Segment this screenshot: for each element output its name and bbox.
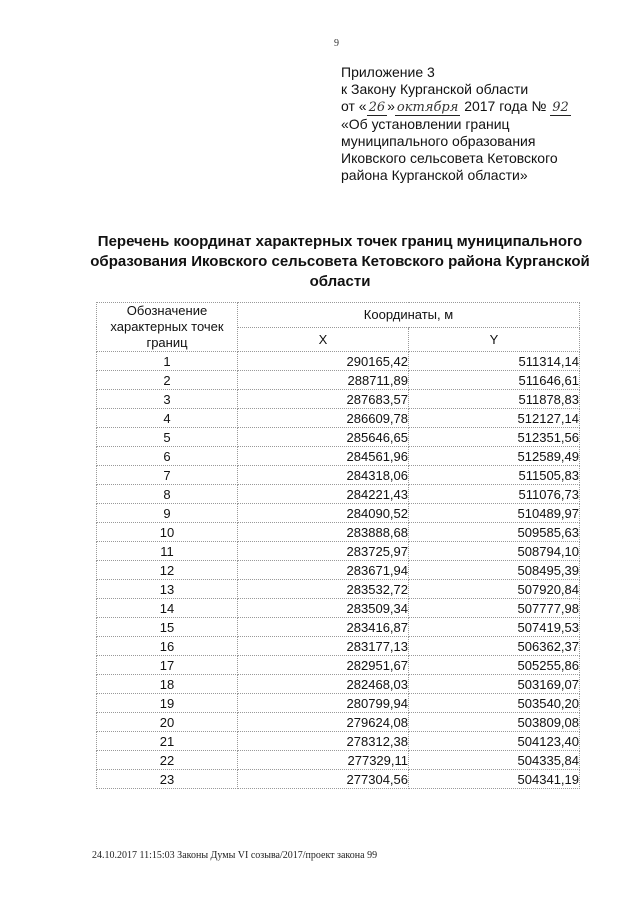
coord-y: 512127,14 — [409, 409, 580, 428]
date-prefix: от « — [341, 98, 367, 114]
document-title: Перечень координат характерных точек границ муниципального образования Иковского сельсовета Кетовского района Курганской области — [90, 233, 590, 290]
header-x: X — [238, 327, 409, 352]
coord-x: 277329,11 — [238, 751, 409, 770]
point-id: 12 — [97, 561, 238, 580]
table-row — [97, 713, 580, 732]
table-row — [97, 409, 580, 428]
point-id: 5 — [97, 428, 238, 447]
coord-y: 507920,84 — [409, 580, 580, 599]
table-row — [97, 542, 580, 561]
table-row — [97, 466, 580, 485]
law-title-line-3: Иковского сельсовета Кетовского — [341, 150, 558, 166]
footer-stamp: 24.10.2017 11:15:03 Законы Думы VI созыва/2017/проект закона 99 — [92, 850, 378, 861]
point-id: 11 — [97, 542, 238, 561]
coord-x: 283671,94 — [238, 561, 409, 580]
point-id: 7 — [97, 466, 238, 485]
point-id: 8 — [97, 485, 238, 504]
point-id: 21 — [97, 732, 238, 751]
coord-y: 505255,86 — [409, 656, 580, 675]
table-row — [97, 447, 580, 466]
table-row — [97, 371, 580, 390]
coord-x: 282468,03 — [238, 675, 409, 694]
coord-y: 511314,14 — [409, 352, 580, 371]
table-row — [97, 485, 580, 504]
table-row — [97, 751, 580, 770]
coord-x: 286609,78 — [238, 409, 409, 428]
table-row — [97, 504, 580, 523]
point-id: 6 — [97, 447, 238, 466]
law-title-line-1: «Об установлении границ — [341, 116, 510, 132]
point-id: 22 — [97, 751, 238, 770]
coord-x: 278312,38 — [238, 732, 409, 751]
appendix-title: Приложение 3 — [341, 64, 435, 80]
table-header-row — [97, 303, 580, 328]
date-suffix: 2017 года № — [460, 98, 551, 114]
handwritten-day: 26 — [368, 100, 386, 115]
coord-x: 284318,06 — [238, 466, 409, 485]
point-id: 10 — [97, 523, 238, 542]
coord-x: 277304,56 — [238, 770, 409, 789]
table-row — [97, 656, 580, 675]
table-row — [97, 637, 580, 656]
point-id: 9 — [97, 504, 238, 523]
handwritten-month: октября — [396, 100, 459, 115]
point-id: 3 — [97, 390, 238, 409]
point-id: 18 — [97, 675, 238, 694]
coord-x: 279624,08 — [238, 713, 409, 732]
table-row — [97, 694, 580, 713]
coord-y: 507777,98 — [409, 599, 580, 618]
coord-y: 510489,97 — [409, 504, 580, 523]
coord-y: 508495,39 — [409, 561, 580, 580]
table-row — [97, 770, 580, 789]
point-id: 14 — [97, 599, 238, 618]
point-id: 13 — [97, 580, 238, 599]
header-point-designation: Обозначение характерных точек границ — [97, 303, 238, 352]
coord-x: 283532,72 — [238, 580, 409, 599]
table-body — [97, 352, 580, 789]
coord-y: 504335,84 — [409, 751, 580, 770]
point-id: 16 — [97, 637, 238, 656]
point-id: 1 — [97, 352, 238, 371]
coord-x: 284090,52 — [238, 504, 409, 523]
table-row — [97, 352, 580, 371]
coord-x: 285646,65 — [238, 428, 409, 447]
coord-y: 507419,53 — [409, 618, 580, 637]
coord-x: 282951,67 — [238, 656, 409, 675]
coord-x: 283725,97 — [238, 542, 409, 561]
coord-y: 506362,37 — [409, 637, 580, 656]
coord-y: 511505,83 — [409, 466, 580, 485]
table-row — [97, 732, 580, 751]
coord-x: 290165,42 — [238, 352, 409, 371]
point-id: 15 — [97, 618, 238, 637]
coord-y: 503169,07 — [409, 675, 580, 694]
coord-x: 283177,13 — [238, 637, 409, 656]
appendix-date-line — [341, 98, 621, 116]
coord-y: 511646,61 — [409, 371, 580, 390]
appendix-block — [341, 64, 621, 184]
coord-x: 288711,89 — [238, 371, 409, 390]
table-row — [97, 428, 580, 447]
coord-x: 284561,96 — [238, 447, 409, 466]
point-id: 2 — [97, 371, 238, 390]
law-title-line-4: района Курганской области» — [341, 167, 528, 183]
handwritten-number: 92 — [552, 100, 569, 115]
header-coordinates: Координаты, м — [238, 303, 580, 328]
header-y: Y — [409, 327, 580, 352]
coord-y: 503809,08 — [409, 713, 580, 732]
coord-y: 503540,20 — [409, 694, 580, 713]
coord-y: 504341,19 — [409, 770, 580, 789]
table-row — [97, 580, 580, 599]
coord-x: 284221,43 — [238, 485, 409, 504]
coord-y: 511878,83 — [409, 390, 580, 409]
table-row — [97, 675, 580, 694]
coord-x: 283416,87 — [238, 618, 409, 637]
coord-x: 280799,94 — [238, 694, 409, 713]
page-number: 9 — [334, 38, 339, 49]
table-row — [97, 523, 580, 542]
table-row — [97, 618, 580, 637]
table-row — [97, 561, 580, 580]
law-title-line-2: муниципального образования — [341, 133, 536, 149]
coord-x: 283509,34 — [238, 599, 409, 618]
coord-y: 504123,40 — [409, 732, 580, 751]
table-row — [97, 599, 580, 618]
coord-y: 512589,49 — [409, 447, 580, 466]
point-id: 23 — [97, 770, 238, 789]
coord-x: 283888,68 — [238, 523, 409, 542]
coord-x: 287683,57 — [238, 390, 409, 409]
point-id: 19 — [97, 694, 238, 713]
table-row — [97, 390, 580, 409]
date-mid: » — [387, 98, 395, 114]
appendix-law-ref: к Закону Курганской области — [341, 81, 529, 97]
coord-y: 511076,73 — [409, 485, 580, 504]
point-id: 4 — [97, 409, 238, 428]
coord-y: 509585,63 — [409, 523, 580, 542]
coord-y: 512351,56 — [409, 428, 580, 447]
point-id: 17 — [97, 656, 238, 675]
point-id: 20 — [97, 713, 238, 732]
coordinates-table — [96, 302, 580, 789]
coord-y: 508794,10 — [409, 542, 580, 561]
